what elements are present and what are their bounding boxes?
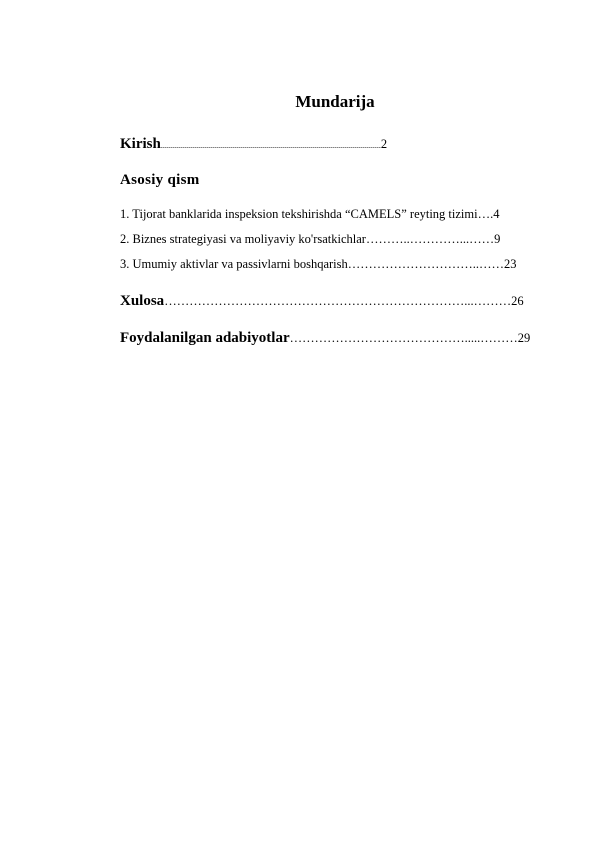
toc-entry-kirish: [120, 135, 387, 153]
toc-item: 1. Tijorat banklarida inspeksion tekshirishda “CAMELS” reyting tizimi….4: [120, 207, 500, 221]
toc-page-number: 2: [380, 137, 388, 151]
toc-entry-adabiyotlar: [120, 329, 530, 347]
toc-leader-dots: ………………………………………………………………...………: [164, 294, 512, 308]
toc-page-number: 29: [517, 331, 531, 345]
toc-entry-label: Kirish: [120, 136, 161, 152]
toc-leader-dots: ..............................................................................................................: [160, 141, 381, 150]
toc-item: 3. Umumiy aktivlar va passivlarni boshqarish…………………………..……23: [120, 257, 517, 271]
toc-leader-dots: …………………………………….....………: [289, 331, 518, 345]
toc-title: Mundarija: [295, 92, 375, 111]
toc-entry-label: Foydalanilgan adabiyotlar: [120, 330, 290, 346]
toc-item: 2. Biznes strategiyasi va moliyaviy ko'rsatkichlar………..…………...……9: [120, 232, 501, 246]
toc-entry-label: Xulosa: [120, 293, 165, 309]
toc-section-heading: Asosiy qism: [120, 172, 200, 188]
toc-page-number: 26: [511, 294, 524, 308]
toc-entry-xulosa: [120, 292, 524, 310]
